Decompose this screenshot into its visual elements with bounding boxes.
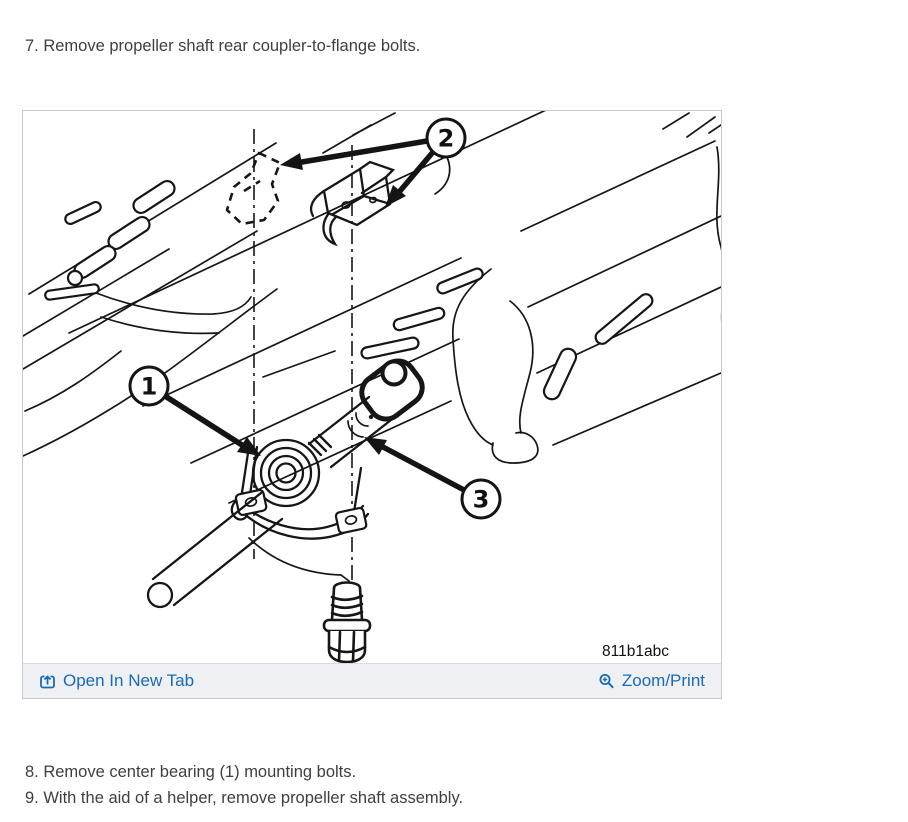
zoom-print-label: Zoom/Print <box>621 671 705 690</box>
callout-3 <box>462 480 500 518</box>
zoom-magnifier-icon <box>598 673 615 690</box>
step-8-text: 8. Remove center bearing (1) mounting bolts. <box>25 763 357 781</box>
step-7-text: 7. Remove propeller shaft rear coupler-to-flange bolts. <box>25 37 421 55</box>
callout-2 <box>427 119 465 157</box>
figure-image-area <box>23 111 721 663</box>
zoom-print-link[interactable] <box>598 671 705 691</box>
step-9-text: 9. With the aid of a helper, remove propeller shaft assembly. <box>25 789 464 807</box>
propeller-shaft-diagram <box>23 111 721 663</box>
figure-reference-label: 811b1abc <box>602 643 669 660</box>
bottom-steps <box>25 759 463 811</box>
figure-toolbar <box>23 663 721 698</box>
callout-1 <box>130 367 168 405</box>
mounting-bolt <box>324 583 370 663</box>
callout-1-number: 1 <box>140 372 158 401</box>
open-in-new-tab-label: Open In New Tab <box>63 671 195 690</box>
callout-3-number: 3 <box>472 485 490 514</box>
open-in-new-tab-icon <box>39 673 56 690</box>
propeller-shaft <box>309 354 429 467</box>
callout-2-number: 2 <box>437 124 455 153</box>
open-in-new-tab-link[interactable] <box>39 671 194 691</box>
figure-panel <box>22 110 722 699</box>
